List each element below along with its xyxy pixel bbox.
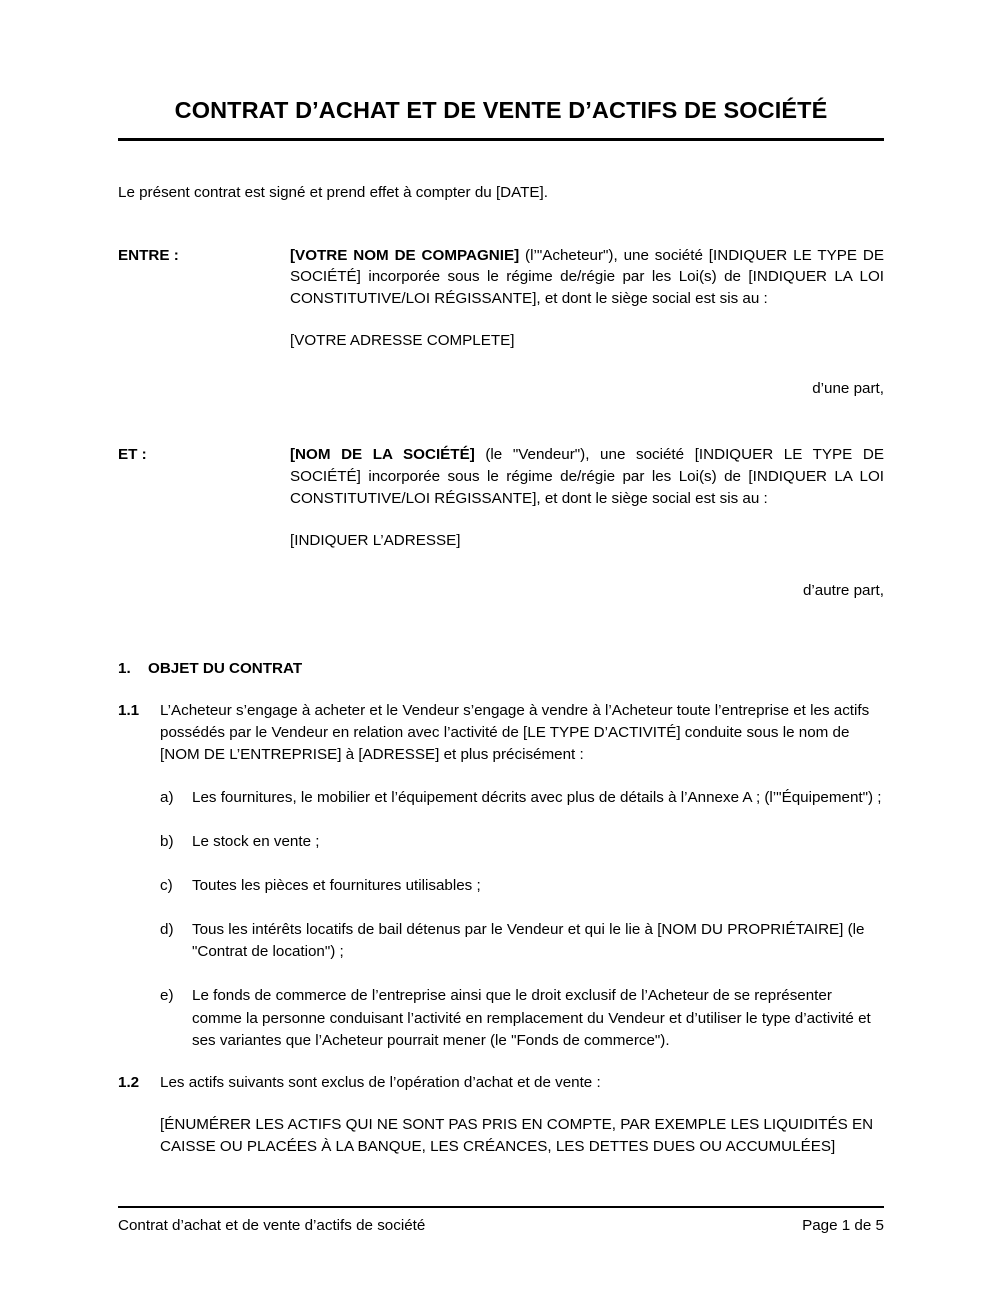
party-buyer-body [290, 245, 884, 352]
clause-1-2 [118, 1072, 884, 1094]
section-heading-1 [118, 658, 884, 680]
list-item-text: Le fonds de commerce de l’entreprise ainsi que le droit exclusif de l’Acheteur de se représenter comme la personne conduisant l’activité en remplacement du Vendeur et d’utiliser le type d’activité et ses variantes que l’Acheteur pourrait mener (le "Fonds de commerce"). [192, 987, 871, 1049]
page-title: CONTRAT D’ACHAT ET DE VENTE D’ACTIFS DE SOCIÉTÉ [174, 97, 828, 123]
footer-row [118, 1216, 884, 1236]
party-seller-closing: d’autre part, [802, 581, 884, 599]
clause-1-2-filler: [ÉNUMÉRER LES ACTIFS QUI NE SONT PAS PRIS EN COMPTE, PAR EXEMPLE LES LIQUIDITÉS EN CAISSE OU PLACÉES À LA BANQUE, LES CRÉANCES, LES DETTES DUES OU ACCUMULÉES] [160, 1116, 874, 1156]
party-buyer-closing: d’une part, [812, 379, 884, 397]
party-buyer-address: [VOTRE ADRESSE COMPLETE] [290, 332, 515, 350]
list-item-marker: c) [160, 876, 173, 894]
section-number: 1. [118, 660, 131, 678]
list-item [160, 919, 884, 963]
footer-page-number: Page 1 de 5 [802, 1217, 884, 1234]
party-seller-address: [INDIQUER L’ADRESSE] [290, 532, 461, 550]
party-buyer [118, 245, 884, 352]
party-seller-body [290, 444, 884, 551]
party-buyer-description: (l’"Acheteur"), une société [INDIQUER LE TYPE DE SOCIÉTÉ] incorporée sous le régime de/régie par les Loi(s) de [INDIQUER LA LOI CONSTITUTIVE/LOI RÉGISSANTE], et dont le siège social est sis au : [290, 246, 884, 307]
party-buyer-label: ENTRE : [118, 246, 179, 264]
list-item-text: Les fournitures, le mobilier et l’équipement décrits avec plus de détails à l’Annexe A ; (l’"Équipement") ; [192, 788, 882, 806]
footer-document-name: Contrat d’achat et de vente d’actifs de société [118, 1217, 426, 1234]
clause-1-2-text: Les actifs suivants sont exclus de l’opération d’achat et de vente : [160, 1074, 601, 1092]
list-item-marker: d) [160, 921, 174, 939]
list-item [160, 787, 884, 809]
clause-1-2-number: 1.2 [118, 1074, 140, 1092]
clause-1-1 [118, 700, 884, 767]
clause-1-1-text: L’Acheteur s’engage à acheter et le Vendeur s’engage à vendre à l’Acheteur toute l’entreprise et les actifs possédés par le Vendeur en relation avec l’activité de [LE TYPE D’ACTIVITÉ] conduite sous le nom de [NOM DE L’ENTREPRISE] à [ADRESSE] et plus précisément : [160, 701, 870, 764]
list-item [160, 985, 884, 1052]
list-item-marker: a) [160, 788, 174, 806]
list-item-text: Le stock en vente ; [192, 832, 320, 850]
party-seller-name: [NOM DE LA SOCIÉTÉ] [290, 446, 475, 464]
party-seller [118, 444, 884, 551]
party-seller-label: ET : [118, 446, 147, 464]
section-title: OBJET DU CONTRAT [148, 660, 303, 678]
list-item-marker: e) [160, 987, 174, 1005]
title-divider [118, 138, 884, 141]
footer-divider [118, 1206, 884, 1208]
intro-paragraph: Le présent contrat est signé et prend effet à compter du [DATE]. [118, 184, 548, 202]
list-item [160, 831, 884, 853]
clause-1-1-list [118, 787, 884, 1053]
party-seller-description: (le "Vendeur"), une société [INDIQUER LE TYPE DE SOCIÉTÉ] incorporée sous le régime de/régie par les Loi(s) de [INDIQUER LA LOI CONSTITUTIVE/LOI RÉGISSANTE], et dont le siège social est sis au : [290, 446, 884, 507]
list-item-text: Toutes les pièces et fournitures utilisables ; [192, 876, 481, 894]
clause-1-1-number: 1.1 [118, 701, 140, 719]
page-footer [118, 1206, 884, 1236]
party-buyer-name: [VOTRE NOM DE COMPAGNIE] [290, 246, 520, 264]
list-item [160, 875, 884, 897]
list-item-marker: b) [160, 832, 174, 850]
list-item-text: Tous les intérêts locatifs de bail détenus par le Vendeur et qui le lie à [NOM DU PROPRIÉTAIRE] (le "Contrat de location") ; [192, 921, 865, 961]
document-body [118, 0, 884, 1159]
